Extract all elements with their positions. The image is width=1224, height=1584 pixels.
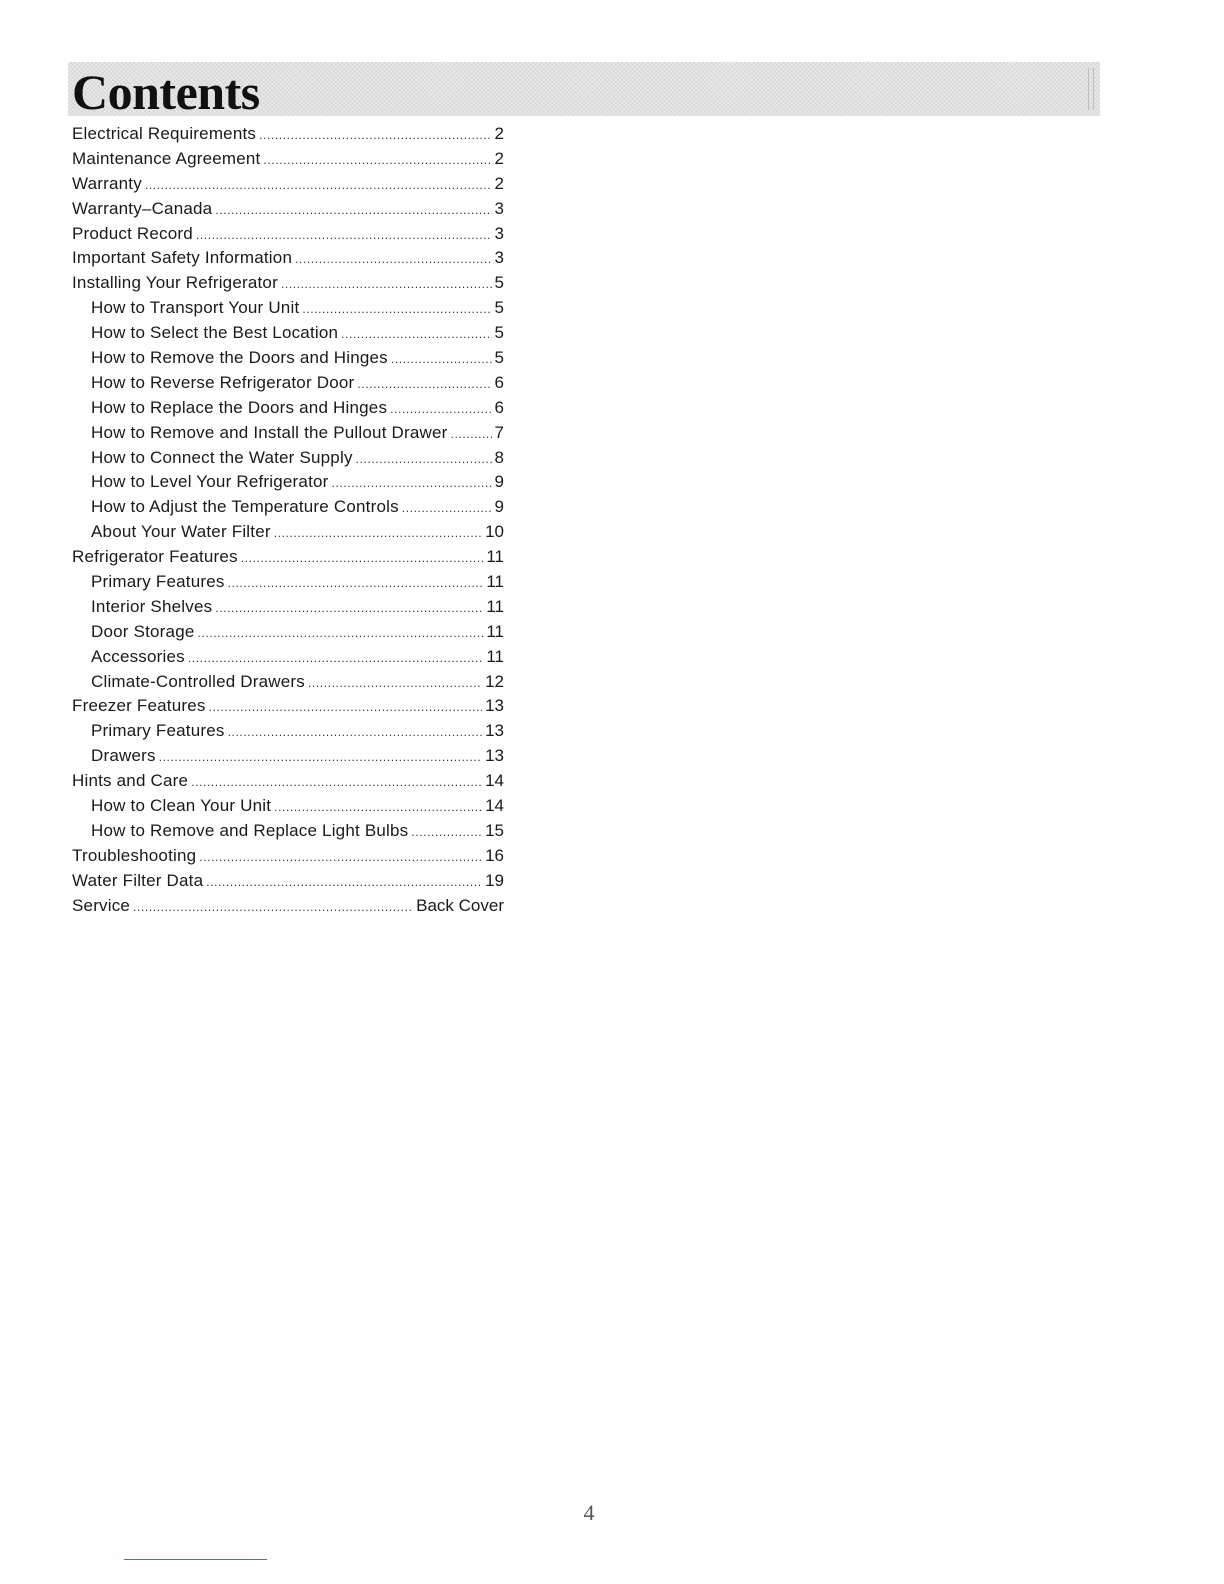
toc-entry-page: 12 [485, 671, 504, 691]
toc-entry[interactable] [72, 570, 504, 595]
toc-entry-label: How to Clean Your Unit [91, 796, 272, 816]
toc-entry[interactable] [72, 470, 504, 495]
toc-entry-label: Warranty–Canada [72, 198, 213, 218]
toc-entry-label: Primary Features [91, 721, 225, 741]
toc-entry-page: 2 [494, 124, 504, 143]
toc-entry[interactable] [72, 446, 504, 471]
toc-entry-label: Product Record [72, 223, 193, 243]
toc-entry-label: How to Connect the Water Supply [91, 447, 353, 467]
toc-leader-dots [411, 819, 482, 845]
toc-entry[interactable] [72, 222, 504, 247]
toc-entry-label: Freezer Features [72, 696, 206, 716]
toc-entry[interactable] [72, 271, 504, 296]
toc-entry[interactable] [72, 520, 504, 545]
toc-entry-page: 11 [486, 646, 504, 666]
toc-leader-dots [264, 147, 492, 173]
toc-entry-page: 13 [485, 696, 504, 716]
toc-entry[interactable] [72, 172, 504, 197]
toc-entry-page: 2 [494, 173, 504, 193]
toc-entry-page: 2 [494, 148, 504, 168]
toc-entry-label: How to Transport Your Unit [91, 298, 300, 318]
toc-entry-label: Accessories [91, 646, 185, 666]
toc-leader-dots [215, 595, 483, 621]
toc-entry[interactable] [72, 421, 504, 446]
toc-entry[interactable] [72, 296, 504, 321]
toc-leader-dots [199, 844, 482, 870]
toc-entry-page: 6 [494, 397, 504, 417]
toc-entry-page: 3 [494, 198, 504, 218]
toc-entry-page: 5 [494, 273, 504, 293]
toc-leader-dots [295, 246, 491, 272]
toc-entry-page: 11 [486, 547, 504, 567]
toc-leader-dots [196, 222, 492, 248]
toc-entry[interactable] [72, 819, 504, 844]
toc-entry-page: 9 [494, 472, 504, 492]
toc-entry-page: 11 [486, 621, 504, 641]
toc-entry-label: Installing Your Refrigerator [72, 273, 278, 293]
toc-entry-label: How to Adjust the Temperature Controls [91, 497, 399, 517]
toc-entry[interactable] [72, 794, 504, 819]
toc-entry[interactable] [72, 371, 504, 396]
toc-entry[interactable] [72, 321, 504, 346]
toc-entry[interactable] [72, 844, 504, 869]
toc-leader-dots [391, 346, 492, 372]
toc-entry-page: 16 [485, 845, 504, 865]
toc-entry-label: Primary Features [91, 572, 225, 592]
page-title: Contents [72, 64, 260, 120]
toc-entry[interactable] [72, 694, 504, 719]
toc-leader-dots [356, 446, 492, 472]
toc-entry-page: 9 [494, 497, 504, 517]
toc-entry-page: 13 [485, 721, 504, 741]
toc-entry-label: How to Remove the Doors and Hinges [91, 348, 388, 368]
toc-entry[interactable] [72, 346, 504, 371]
toc-leader-dots [341, 321, 491, 347]
toc-entry-page: 14 [485, 771, 504, 791]
toc-entry-page: 5 [494, 298, 504, 318]
toc-entry[interactable] [72, 545, 504, 570]
toc-leader-dots [133, 894, 413, 920]
toc-leader-dots [188, 645, 484, 671]
toc-entry[interactable] [72, 620, 504, 645]
toc-entry-label: Important Safety Information [72, 248, 293, 268]
toc-entry[interactable] [72, 246, 504, 271]
toc-entry-label: Climate-Controlled Drawers [91, 671, 305, 691]
toc-entry[interactable] [72, 645, 504, 670]
toc-entry-page: 6 [494, 372, 504, 392]
toc-leader-dots [390, 396, 491, 422]
toc-entry-page: 15 [485, 820, 504, 840]
toc-entry[interactable] [72, 894, 504, 919]
toc-entry-page: 5 [494, 323, 504, 343]
toc-entry-label: Drawers [91, 746, 156, 766]
toc-leader-dots [206, 869, 482, 895]
toc-leader-dots [191, 769, 482, 795]
toc-entry-page: 3 [494, 223, 504, 243]
toc-entry-page: 7 [494, 422, 504, 442]
toc-entry-label: How to Replace the Doors and Hinges [91, 397, 388, 417]
footer-rule [124, 1559, 267, 1560]
toc-entry[interactable] [72, 719, 504, 744]
toc-entry-label: Service [72, 895, 131, 915]
toc-leader-dots [145, 172, 492, 198]
toc-leader-dots [209, 694, 482, 720]
toc-entry-page: 14 [485, 796, 504, 816]
toc-entry-label: Hints and Care [72, 771, 189, 791]
toc-entry-label: Door Storage [91, 621, 195, 641]
toc-leader-dots [302, 296, 491, 322]
toc-entry-label: How to Select the Best Location [91, 323, 339, 343]
toc-leader-dots [228, 719, 483, 745]
toc-entry-page: 8 [494, 447, 504, 467]
toc-entry-page: Back Cover [416, 895, 504, 915]
toc-entry[interactable] [72, 197, 504, 222]
toc-entry-label: How to Remove and Replace Light Bulbs [91, 820, 409, 840]
toc-entry-label: About Your Water Filter [91, 522, 271, 542]
toc-entry[interactable] [72, 122, 504, 147]
toc-leader-dots [281, 271, 492, 297]
toc-entry-label: Refrigerator Features [72, 547, 238, 567]
toc-leader-dots [274, 794, 482, 820]
toc-leader-dots [308, 670, 482, 696]
toc-leader-dots [159, 744, 482, 770]
toc-leader-dots [228, 570, 484, 596]
toc-entry-page: 5 [494, 348, 504, 368]
table-of-contents [72, 122, 504, 919]
toc-entry-page: 19 [485, 870, 504, 890]
toc-entry-label: How to Remove and Install the Pullout Drawer [91, 422, 448, 442]
toc-leader-dots [274, 520, 482, 546]
toc-entry-page: 10 [485, 522, 504, 542]
toc-leader-dots [451, 421, 492, 447]
toc-entry-label: How to Level Your Refrigerator [91, 472, 329, 492]
toc-entry-page: 11 [486, 596, 504, 616]
toc-leader-dots [215, 197, 491, 223]
toc-entry-label: Maintenance Agreement [72, 148, 261, 168]
toc-entry-page: 13 [485, 746, 504, 766]
toc-entry[interactable] [72, 396, 504, 421]
toc-entry-label: Electrical Requirements [72, 124, 257, 143]
toc-entry-label: Water Filter Data [72, 870, 204, 890]
toc-leader-dots [332, 470, 492, 496]
toc-leader-dots [402, 495, 492, 521]
toc-entry-page: 11 [486, 572, 504, 592]
toc-entry-label: How to Reverse Refrigerator Door [91, 372, 355, 392]
toc-leader-dots [198, 620, 484, 646]
toc-entry-label: Warranty [72, 173, 142, 193]
page-number: 4 [583, 1500, 595, 1525]
toc-entry[interactable] [72, 147, 504, 172]
toc-entry[interactable] [72, 769, 504, 794]
toc-entry-label: Troubleshooting [72, 845, 197, 865]
toc-leader-dots [241, 545, 484, 571]
toc-entry[interactable] [72, 495, 504, 520]
toc-entry[interactable] [72, 869, 504, 894]
toc-leader-dots [259, 122, 491, 148]
toc-entry[interactable] [72, 670, 504, 695]
toc-entry-label: Interior Shelves [91, 596, 213, 616]
toc-entry[interactable] [72, 595, 504, 620]
toc-leader-dots [357, 371, 491, 397]
toc-entry[interactable] [72, 744, 504, 769]
toc-entry-page: 3 [494, 248, 504, 268]
